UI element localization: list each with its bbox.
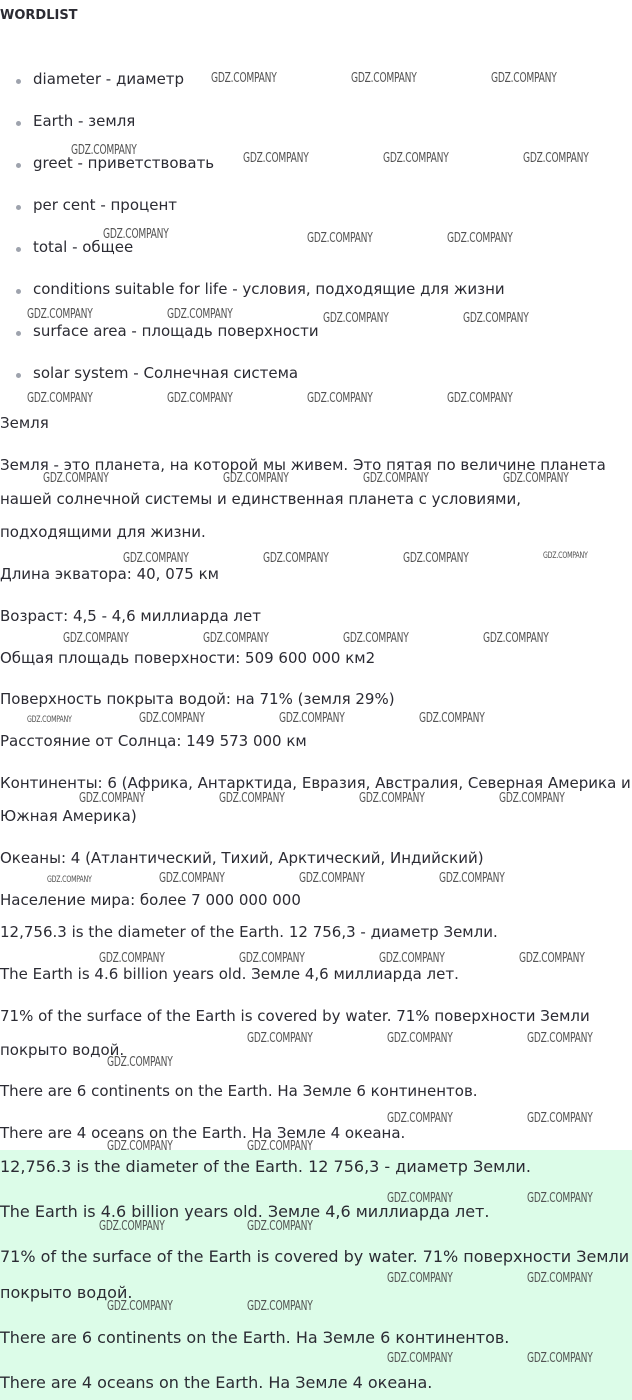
watermark: GDZ.COMPANY [247,1031,313,1046]
watermark: GDZ.COMPANY [243,151,309,166]
watermark: GDZ.COMPANY [219,791,285,806]
watermark: GDZ.COMPANY [383,151,449,166]
answer-line: покрыто водой. [0,1283,133,1302]
bullet-icon [16,247,21,252]
sentence-line: покрыто водой. [0,1041,125,1059]
watermark: GDZ.COMPANY [463,311,529,326]
watermark: GDZ.COMPANY [527,1111,593,1126]
watermark: GDZ.COMPANY [99,1219,165,1234]
sentence-line: There are 4 oceans on the Earth. На Земле 4 океана. [0,1124,406,1142]
watermark: GDZ.COMPANY [387,1271,453,1286]
watermark: GDZ.COMPANY [263,551,329,566]
watermark: GDZ.COMPANY [387,1191,453,1206]
list-item [0,196,600,218]
sentence-line: The Earth is 4.6 billion years old. Земле 4,6 миллиарда лет. [0,965,459,983]
vocab-text: solar system - Солнечная система [33,364,299,382]
watermark: GDZ.COMPANY [159,871,225,886]
watermark: GDZ.COMPANY [99,951,165,966]
watermark: GDZ.COMPANY [211,71,277,86]
fact-line: Океаны: 4 (Атлантический, Тихий, Арктический, Индийский) [0,849,484,867]
vocab-text: Earth - земля [33,112,136,130]
watermark: GDZ.COMPANY [167,391,233,406]
watermark: GDZ.COMPANY [307,231,373,246]
watermark: GDZ.COMPANY [419,711,485,726]
watermark: GDZ.COMPANY [543,551,588,561]
watermark: GDZ.COMPANY [439,871,505,886]
fact-line: Общая площадь поверхности: 509 600 000 км2 [0,649,376,667]
answer-line: There are 6 continents on the Earth. На Земле 6 континентов. [0,1328,510,1347]
watermark: GDZ.COMPANY [27,307,93,322]
watermark: GDZ.COMPANY [343,631,409,646]
sentence-line: There are 6 continents on the Earth. На Земле 6 континентов. [0,1082,478,1100]
fact-line: Континенты: 6 (Африка, Антарктида, Евразия, Австралия, Северная Америка и [0,774,631,792]
watermark: GDZ.COMPANY [167,307,233,322]
watermark: GDZ.COMPANY [491,71,557,86]
vocab-title: WORDLIST [0,8,78,23]
watermark: GDZ.COMPANY [79,791,145,806]
fact-line: Расстояние от Солнца: 149 573 000 км [0,732,307,750]
watermark: GDZ.COMPANY [499,791,565,806]
watermark: GDZ.COMPANY [47,875,92,885]
watermark: GDZ.COMPANY [503,471,569,486]
watermark: GDZ.COMPANY [359,791,425,806]
watermark: GDZ.COMPANY [527,1271,593,1286]
sentence-line: 71% of the surface of the Earth is covered by water. 71% поверхности Земли [0,1007,590,1025]
bullet-icon [16,163,21,168]
bullet-icon [16,331,21,336]
vocab-text: total - общее [33,238,134,256]
answer-line: 71% of the surface of the Earth is covered by water. 71% поверхности Земли [0,1247,630,1266]
watermark: GDZ.COMPANY [123,551,189,566]
watermark: GDZ.COMPANY [107,1139,173,1154]
intro-line: Земля - это планета, на которой мы живем. Это пятая по величине планета [0,456,606,474]
bullet-icon [16,79,21,84]
watermark: GDZ.COMPANY [299,871,365,886]
watermark: GDZ.COMPANY [223,471,289,486]
watermark: GDZ.COMPANY [527,1031,593,1046]
watermark: GDZ.COMPANY [239,951,305,966]
watermark: GDZ.COMPANY [63,631,129,646]
watermark: GDZ.COMPANY [387,1031,453,1046]
watermark: GDZ.COMPANY [247,1139,313,1154]
intro-line: нашей солнечной системы и единственная планета с условиями, [0,490,522,508]
watermark: GDZ.COMPANY [27,715,72,725]
bullet-icon [16,121,21,126]
watermark: GDZ.COMPANY [107,1299,173,1314]
vocab-text: per cent - процент [33,196,177,214]
watermark: GDZ.COMPANY [203,631,269,646]
fact-line: Возраст: 4,5 - 4,6 миллиарда лет [0,607,261,625]
fact-line: Длина экватора: 40, 075 км [0,565,219,583]
watermark: GDZ.COMPANY [43,471,109,486]
list-item [0,112,600,134]
watermark: GDZ.COMPANY [387,1351,453,1366]
watermark: GDZ.COMPANY [447,391,513,406]
watermark: GDZ.COMPANY [103,227,169,242]
answer-line: There are 4 oceans on the Earth. На Земле 4 океана. [0,1373,433,1392]
section-heading: Земля [0,414,49,432]
watermark: GDZ.COMPANY [527,1191,593,1206]
watermark: GDZ.COMPANY [71,143,137,158]
watermark: GDZ.COMPANY [379,951,445,966]
watermark: GDZ.COMPANY [307,391,373,406]
bullet-icon [16,373,21,378]
answer-line: 12,756.3 is the diameter of the Earth. 12 756,3 - диаметр Земли. [0,1157,531,1176]
bullet-icon [16,289,21,294]
fact-line: Поверхность покрыта водой: на 71% (земля 29%) [0,690,395,708]
fact-line: Население мира: более 7 000 000 000 [0,891,301,909]
watermark: GDZ.COMPANY [447,231,513,246]
vocab-text: diameter - диаметр [33,70,185,88]
watermark: GDZ.COMPANY [403,551,469,566]
watermark: GDZ.COMPANY [523,151,589,166]
fact-line: Южная Америка) [0,807,137,825]
watermark: GDZ.COMPANY [363,471,429,486]
watermark: GDZ.COMPANY [527,1351,593,1366]
list-item [0,364,600,386]
watermark: GDZ.COMPANY [247,1299,313,1314]
watermark: GDZ.COMPANY [483,631,549,646]
list-item [0,280,600,302]
watermark: GDZ.COMPANY [279,711,345,726]
watermark: GDZ.COMPANY [247,1219,313,1234]
bullet-icon [16,205,21,210]
watermark: GDZ.COMPANY [107,1055,173,1070]
watermark: GDZ.COMPANY [139,711,205,726]
watermark: GDZ.COMPANY [519,951,585,966]
intro-line: подходящими для жизни. [0,523,206,541]
watermark: GDZ.COMPANY [387,1111,453,1126]
answer-line: The Earth is 4.6 billion years old. Земле 4,6 миллиарда лет. [0,1202,490,1221]
watermark: GDZ.COMPANY [351,71,417,86]
watermark: GDZ.COMPANY [27,391,93,406]
watermark: GDZ.COMPANY [323,311,389,326]
sentence-line: 12,756.3 is the diameter of the Earth. 12 756,3 - диаметр Земли. [0,923,498,941]
vocab-text: greet - приветствовать [33,154,215,172]
vocab-text: conditions suitable for life - условия, подходящие для жизни [33,280,505,298]
vocab-text: surface area - площадь поверхности [33,322,319,340]
